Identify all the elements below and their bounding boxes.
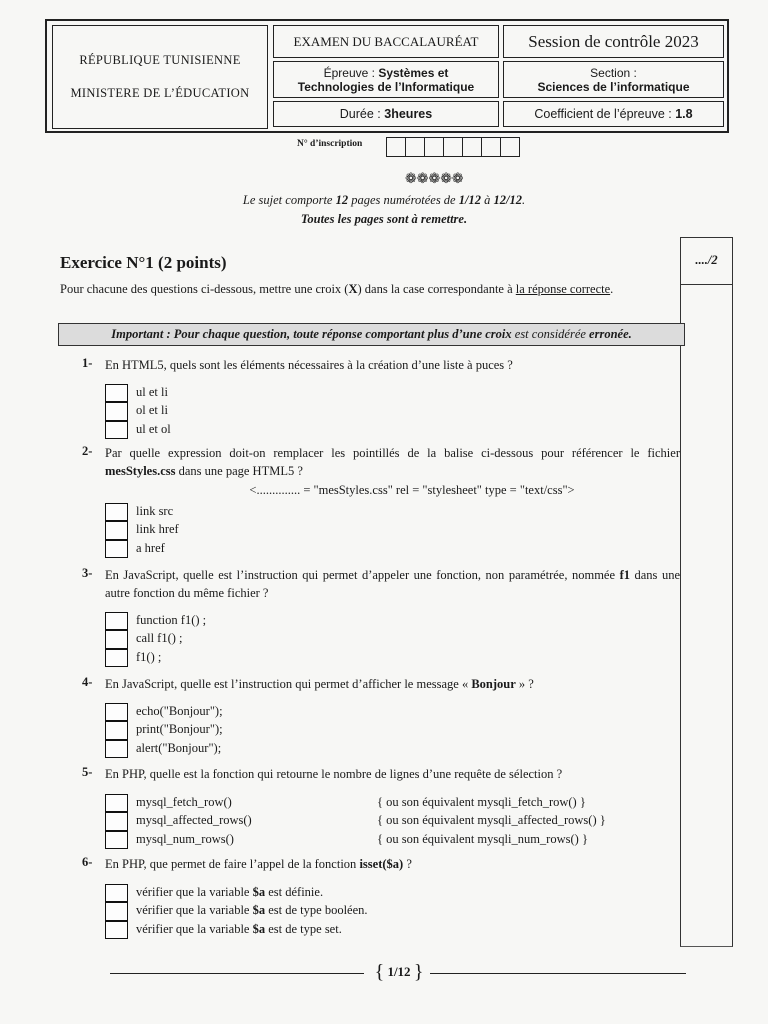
- score-box: ..../2: [680, 237, 733, 285]
- question-text: En PHP, que permet de faire l’appel de la fonction isset($a) ?: [105, 857, 412, 871]
- epreuve-value-2: Technologies de l’Informatique: [297, 79, 475, 94]
- section-value: Sciences de l’informatique: [537, 79, 690, 94]
- equivalent-note: { ou son équivalent mysqli_fetch_row() }: [377, 794, 586, 809]
- epreuve-value-1: Systèmes et: [378, 65, 449, 80]
- question-text: En PHP, quelle est la fonction qui retourne le nombre de lignes d’une requête de sélection ?: [105, 767, 563, 781]
- option[interactable]: mysql_affected_rows() { ou son équivalent mysqli_affected_rows() }: [105, 812, 665, 831]
- coefficient-value: 1.8: [675, 107, 693, 121]
- options-list: [105, 502, 179, 558]
- option[interactable]: function f1() ;: [105, 611, 206, 630]
- inscription-digit-box[interactable]: [500, 137, 520, 157]
- answer-checkbox[interactable]: [105, 384, 128, 403]
- option[interactable]: call f1() ;: [105, 630, 206, 649]
- option[interactable]: mysql_fetch_row() { ou son équivalent mysqli_fetch_row() }: [105, 793, 665, 812]
- answer-checkbox[interactable]: [105, 721, 128, 740]
- session-title: Session de contrôle 2023: [503, 25, 724, 58]
- important-banner: Important : Pour chaque question, toute réponse comportant plus d’une croix est considérée erronée.: [58, 323, 685, 346]
- flower-ornament-icon: ❁❁❁❁❁: [405, 171, 464, 187]
- coefficient-label: Coefficient de l’épreuve :: [534, 107, 672, 121]
- inscription-label: N° d’inscription: [297, 139, 363, 149]
- option[interactable]: ul et ol: [105, 420, 171, 439]
- options-list: [105, 883, 368, 939]
- inscription-digit-box[interactable]: [424, 137, 444, 157]
- inscription-boxes[interactable]: [386, 137, 519, 157]
- answer-checkbox[interactable]: [105, 740, 128, 759]
- answer-checkbox[interactable]: [105, 630, 128, 649]
- question-text: En JavaScript, quelle est l’instruction qui permet d’afficher le message « Bonjour » ?: [105, 677, 534, 691]
- score-column: [680, 237, 733, 947]
- question-number: 2-: [82, 444, 93, 458]
- coefficient-box: [503, 101, 724, 127]
- page-number: { 1/12 }: [374, 961, 424, 983]
- answer-checkbox[interactable]: [105, 612, 128, 631]
- options-list: [105, 793, 665, 849]
- equivalent-note: { ou son équivalent mysqli_num_rows() }: [377, 831, 588, 846]
- inscription-digit-box[interactable]: [405, 137, 425, 157]
- footer-rule-right: [430, 973, 686, 974]
- answer-checkbox[interactable]: [105, 902, 128, 921]
- option[interactable]: f1() ;: [105, 648, 206, 667]
- options-list: [105, 702, 223, 758]
- epreuve-box: [273, 61, 499, 98]
- answer-checkbox[interactable]: [105, 649, 128, 668]
- option[interactable]: link src: [105, 502, 179, 521]
- answer-checkbox[interactable]: [105, 794, 128, 813]
- option[interactable]: ol et li: [105, 402, 171, 421]
- option[interactable]: ul et li: [105, 383, 171, 402]
- answer-checkbox[interactable]: [105, 921, 128, 940]
- option[interactable]: a href: [105, 539, 179, 558]
- inscription-digit-box[interactable]: [462, 137, 482, 157]
- question-number: 4-: [82, 675, 93, 689]
- answer-checkbox[interactable]: [105, 421, 128, 440]
- options-list: [105, 383, 171, 439]
- exercise-instruction: Pour chacune des questions ci-dessous, mettre une croix (X) dans la case correspondante à la réponse correcte.: [60, 282, 614, 296]
- question-number: 6-: [82, 855, 93, 869]
- option[interactable]: vérifier que la variable $a est définie.: [105, 883, 368, 902]
- inscription-digit-box[interactable]: [386, 137, 406, 157]
- answer-checkbox[interactable]: [105, 503, 128, 522]
- question-text: En JavaScript, quelle est l’instruction qui permet d’appeler une fonction, non paramétrée, nommée f1 dans une autre fonction du même fichier ?: [105, 568, 680, 600]
- republic-name: RÉPUBLIQUE TUNISIENNE: [79, 53, 241, 67]
- option[interactable]: vérifier que la variable $a est de type set.: [105, 920, 368, 939]
- code-snippet: <.............. = "mesStyles.css" rel = "stylesheet" type = "text/css">: [249, 483, 575, 497]
- option[interactable]: alert("Bonjour");: [105, 739, 223, 758]
- section-label: Section :: [590, 65, 637, 80]
- options-list: [105, 611, 206, 667]
- pages-notice: Le sujet comporte 12 pages numérotées de 1/12 à 12/12.: [242, 193, 526, 207]
- republic-box: [52, 25, 268, 129]
- answer-checkbox[interactable]: [105, 703, 128, 722]
- answer-checkbox[interactable]: [105, 402, 128, 421]
- answer-checkbox[interactable]: [105, 540, 128, 559]
- inscription-digit-box[interactable]: [481, 137, 501, 157]
- option[interactable]: vérifier que la variable $a est de type booléen.: [105, 902, 368, 921]
- answer-checkbox[interactable]: [105, 812, 128, 831]
- section-box: [503, 61, 724, 98]
- epreuve-label: Épreuve :: [323, 65, 375, 80]
- duration-box: [273, 101, 499, 127]
- option[interactable]: print("Bonjour");: [105, 721, 223, 740]
- option[interactable]: mysql_num_rows() { ou son équivalent mysqli_num_rows() }: [105, 830, 665, 849]
- answer-checkbox[interactable]: [105, 521, 128, 540]
- question-text: En HTML5, quels sont les éléments nécessaires à la création d’une liste à puces ?: [105, 358, 513, 372]
- option[interactable]: echo("Bonjour");: [105, 702, 223, 721]
- duration-value: 3heures: [384, 107, 433, 121]
- duration-label: Durée :: [339, 107, 381, 121]
- answer-checkbox[interactable]: [105, 884, 128, 903]
- question-number: 1-: [82, 356, 93, 370]
- answer-checkbox[interactable]: [105, 831, 128, 850]
- question-text: Par quelle expression doit-on remplacer les pointillés de la balise ci-dessous pour référencer le fichier mesStyles.css dans une page HTML5 ?: [105, 446, 680, 478]
- question-number: 3-: [82, 566, 93, 580]
- footer-rule-left: [110, 973, 364, 974]
- return-notice: Toutes les pages sont à remettre.: [300, 212, 468, 226]
- option[interactable]: link href: [105, 521, 179, 540]
- exam-title: EXAMEN DU BACCALAURÉAT: [273, 25, 499, 58]
- equivalent-note: { ou son équivalent mysqli_affected_rows() }: [377, 813, 606, 828]
- inscription-digit-box[interactable]: [443, 137, 463, 157]
- ministry-name: MINISTERE DE L’ÉDUCATION: [70, 86, 250, 100]
- question-number: 5-: [82, 765, 93, 779]
- exercise-title: Exercice N°1 (2 points): [60, 253, 227, 272]
